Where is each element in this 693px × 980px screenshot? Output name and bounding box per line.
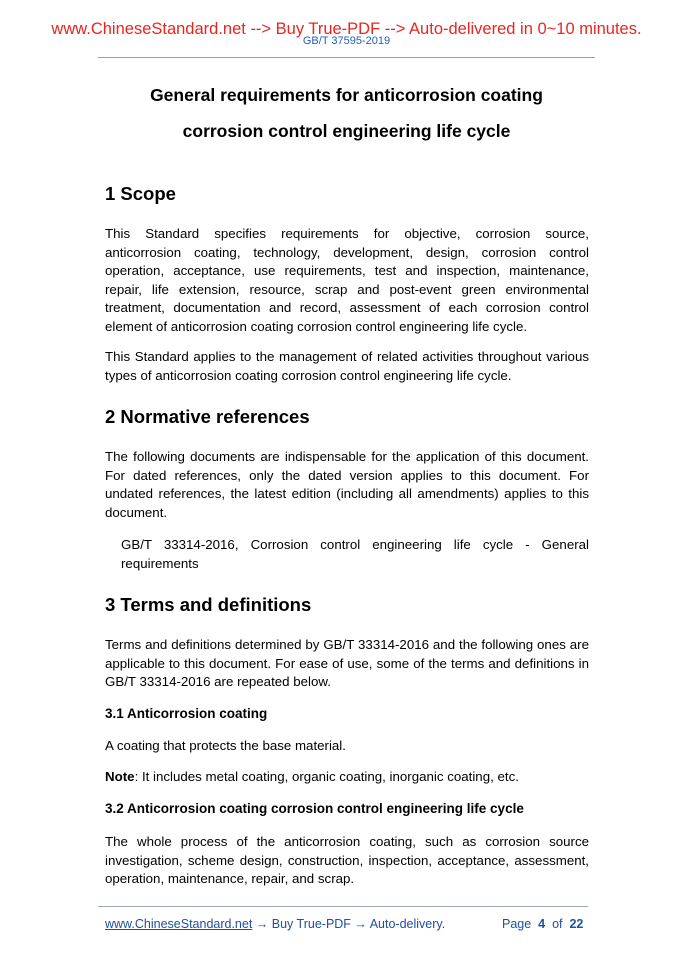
footer-url-link[interactable]: www.ChineseStandard.net [105,917,253,931]
footer-purchase-link[interactable] [105,916,445,932]
term-3-2-heading: 3.2 Anticorrosion coating corrosion control engineering life cycle [105,801,524,816]
note-label: Note [105,769,135,784]
section-heading-normative-references: 2 Normative references [105,406,310,427]
promo-banner[interactable]: www.ChineseStandard.net --> Buy True-PDF --> Auto-delivered in 0~10 minutes. [51,20,642,38]
page-indicator [502,916,583,932]
note-text: : It includes metal coating, organic coating, inorganic coating, etc. [134,769,519,784]
section-heading-terms-definitions: 3 Terms and definitions [105,594,312,615]
page-of-label: of [552,917,563,931]
document-title-line-2: corrosion control engineering life cycle [182,121,511,141]
page-label: Page [502,917,532,931]
current-page-number: 4 [538,917,546,931]
term-3-1-note [105,768,589,787]
footer-link-text: → Buy True-PDF → Auto-delivery. [252,917,446,931]
scope-paragraph-2: This Standard applies to the management of related activities throughout various types of anticorrosion coating corrosion control engineering life cycle. [105,349,589,383]
document-title-line-1: General requirements for anticorrosion coating [150,85,543,105]
scope-paragraph-1: This Standard specifies requirements for objective, corrosion source, anticorrosion coating, technology, development, design, corrosion control operation, acceptance, use requirements, test and inspection, maintenance, repair, life extension, resource, scrap and post-event green environmental treatment, documentation and record, assessment of each corrosion control element of anticorrosion coating corrosion control engineering life cycle. [105,226,589,334]
normative-paragraph: The following documents are indispensable for the application of this document. For dated references, only the dated version applies to this document. For undated references, the latest edition (including all amendments) applies to this document. [105,449,589,520]
document-number: GB/T 37595-2019 [302,35,391,47]
terms-intro-paragraph: Terms and definitions determined by GB/T 33314-2016 and the following ones are applicable to this document. For ease of use, some of the terms and definitions in GB/T 33314-2016 are repeated below. [105,637,589,689]
total-pages: 22 [569,917,584,931]
term-3-1-heading: 3.1 Anticorrosion coating [105,706,268,721]
footer-divider [98,906,588,907]
term-3-2-definition: The whole process of the anticorrosion coating, such as corrosion source investigation, scheme design, construction, inspection, acceptance, assessment, operation, maintenance, repair, and scrap. [105,834,589,886]
term-3-1-definition: A coating that protects the base material. [105,738,346,753]
section-heading-scope: 1 Scope [105,183,176,204]
header-divider [98,57,595,58]
normative-reference-item: GB/T 33314-2016, Corrosion control engineering life cycle - General requirements [121,537,589,571]
